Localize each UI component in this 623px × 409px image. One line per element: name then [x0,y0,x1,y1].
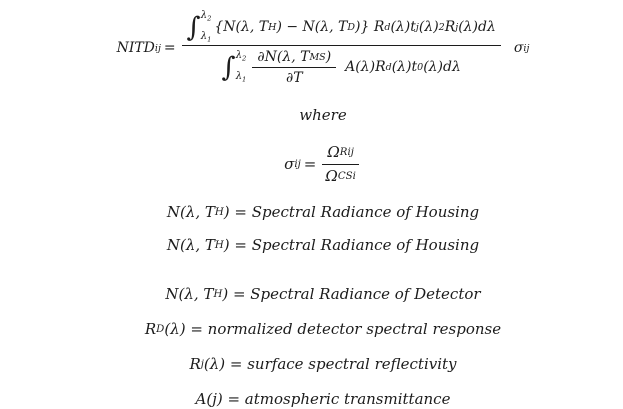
operator: = [303,154,317,173]
subscript: j [455,21,459,33]
math-run: A(λ)R [345,59,386,75]
subscript: Rij [339,147,354,158]
fraction-numerator [182,10,501,46]
math-run: {N(λ, T [214,19,269,35]
fraction [182,10,501,86]
subscript: d [384,21,391,33]
integral-lower-limit [236,72,247,83]
math-run: λ [200,10,208,21]
definition-detector-response [23,320,623,339]
math-run: NITD [116,40,155,56]
math-run: (λ) = surface spectral reflectivity [203,355,457,373]
subscript: D [347,21,355,33]
subscript: 2 [207,14,212,23]
nitd-equation [23,10,623,86]
math-run: σ [284,154,295,173]
sigma-definition-equation [23,141,623,187]
superscript: 2 [438,21,445,33]
subscript: 1 [207,35,212,44]
subscript: j [415,21,419,33]
math-run: ) [325,49,332,65]
math-run: λ [200,30,208,42]
math-run: R [189,355,201,373]
subscript: MS [309,51,326,63]
math-run: N(λ, T [166,236,215,254]
fraction-numerator [252,48,336,68]
math-run: Ω [325,167,338,185]
subscript: 1 [242,75,247,84]
integral-sign-icon: ∫ [186,11,201,43]
subscript: H [214,240,224,251]
subscript: j [200,359,204,370]
math-run: where [299,106,347,124]
math-run: A(j) = atmospheric transmittance [195,390,451,408]
fraction [322,142,359,186]
math-run: N(λ, T [165,285,214,303]
subscript: 0 [417,61,424,73]
math-run: ) = Spectral Radiance of Housing [223,236,480,254]
fraction-denominator [286,68,303,86]
subscript: H [214,207,224,218]
subscript: CSi [337,171,356,182]
math-run: (λ)dλ [423,59,461,75]
math-run: λ [235,70,243,82]
math-run: )} R [355,19,385,35]
subscript: ij [294,158,301,170]
definition-housing-2 [23,236,623,255]
fraction-denominator [325,165,355,186]
math-run: (λ)dλ [458,19,496,35]
integral [222,51,247,83]
math-run: ) = Spectral Radiance of Detector [222,285,481,303]
integral-limits [201,11,212,43]
math-run: λ [235,50,243,61]
math-run: ∂N(λ, T [257,49,310,65]
math-run: N(λ, T [166,203,215,221]
fraction-denominator [222,46,461,86]
integral-upper-limit [236,51,247,62]
math-run: R [444,19,456,35]
integral-upper-limit [201,11,212,22]
subscript: 2 [242,54,247,63]
where-label [23,106,623,125]
math-run: ) = Spectral Radiance of Housing [223,203,480,221]
math-run: (λ)t [391,59,418,75]
definition-housing-1 [23,203,623,222]
subscript: H [268,21,277,33]
integral-sign-icon: ∫ [221,51,236,83]
fraction [252,48,336,86]
math-run: (λ) [418,19,439,35]
math-run: ∂T [285,70,303,86]
math-run: R [144,320,157,338]
operator: = [163,40,176,56]
math-run: (λ) = normalized detector spectral response [164,320,502,338]
subscript: ij [154,42,161,54]
math-run: ) − N(λ, T [276,19,348,35]
subscript: D [156,324,165,335]
math-run: (λ)t [390,19,416,35]
definition-atmospheric-transmittance [23,390,623,409]
integral [187,11,212,43]
fraction-numerator [322,142,359,165]
math-run: Ω [327,143,340,161]
subscript: d [385,61,392,73]
integral-lower-limit [201,32,212,43]
subscript: ij [523,42,530,54]
math-run: σ [513,40,524,56]
definition-surface-reflectivity [23,355,623,374]
subscript: H [213,289,223,300]
definition-detector [23,285,623,304]
integral-limits [236,51,247,83]
